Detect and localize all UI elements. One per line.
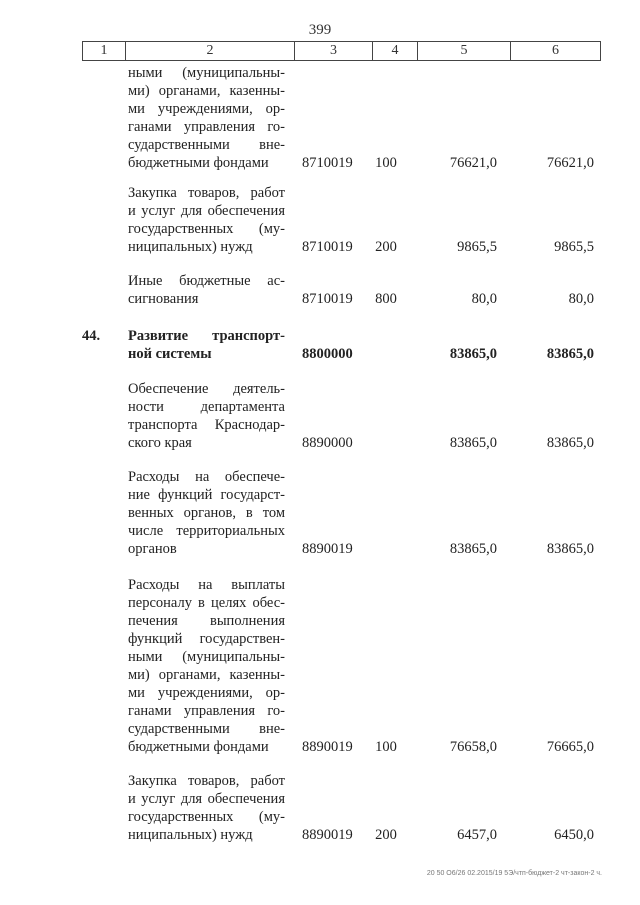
row-code: 8890019: [302, 739, 353, 755]
row-name: [128, 184, 285, 256]
row-name: [128, 468, 285, 558]
row-code: 8890000: [302, 435, 353, 451]
row-code: 8800000: [302, 346, 353, 362]
row-value-col5: 76621,0: [449, 155, 497, 171]
row-name-line: Развитие транспорт-: [128, 328, 285, 344]
row-value-col5: 76658,0: [449, 739, 497, 755]
row-name-line: ниципальных) нужд: [128, 827, 253, 843]
header-col-5: 5: [418, 42, 511, 60]
row-name-line: функций государствен-: [128, 631, 285, 647]
header-col-4: 4: [373, 42, 418, 60]
row-name-line: ниципальных) нужд: [128, 239, 253, 255]
row-name-line: печения выполнения: [128, 613, 285, 629]
row-value-col6: 9865,5: [554, 239, 594, 255]
row-name-line: государственных (му-: [128, 809, 285, 825]
header-col-3: 3: [295, 42, 373, 60]
row-name-line: бюджетными фондами: [128, 739, 269, 755]
row-name-line: сигнования: [128, 291, 199, 307]
row-value-col5: 83865,0: [449, 435, 497, 451]
row-name-line: ганами управления го-: [128, 119, 285, 135]
row-number: 44.: [82, 328, 101, 344]
row-name-line: Расходы на обеспече-: [128, 469, 285, 485]
header-col-2: 2: [126, 42, 295, 60]
row-name: [128, 576, 285, 756]
row-name-line: ными (муниципальны-: [128, 65, 285, 81]
row-value-col6: 83865,0: [546, 346, 594, 362]
row-name: [128, 272, 285, 308]
row-name-line: ми) органами, казенны-: [128, 667, 285, 683]
row-name-line: ние функций государст-: [128, 487, 285, 503]
row-name-line: транспорта Краснодар-: [128, 417, 285, 433]
row-value-col5: 6457,0: [457, 827, 497, 843]
row-value-col5: 80,0: [471, 291, 497, 307]
row-name-line: Закупка товаров, работ: [128, 773, 285, 789]
row-name-line: Обеспечение деятель-: [128, 381, 285, 397]
row-name-line: Расходы на выплаты: [128, 577, 285, 593]
row-name-line: сударственными вне-: [128, 721, 285, 737]
row-name-line: ского края: [128, 435, 192, 451]
row-name-line: венных органов, в том: [128, 505, 285, 521]
row-expense-type: 100: [375, 155, 397, 171]
row-name-line: Закупка товаров, работ: [128, 185, 285, 201]
row-expense-type: 800: [375, 291, 397, 307]
row-name-line: персоналу в целях обес-: [128, 595, 285, 611]
row-value-col6: 80,0: [568, 291, 594, 307]
row-name-line: ной системы: [128, 346, 212, 362]
row-expense-type: 100: [375, 739, 397, 755]
row-expense-type: 200: [375, 239, 397, 255]
row-value-col5: 83865,0: [449, 346, 497, 362]
row-name-line: ми учреждениями, ор-: [128, 101, 285, 117]
row-value-col6: 83865,0: [546, 435, 594, 451]
row-code: 8710019: [302, 239, 353, 255]
row-value-col5: 83865,0: [449, 541, 497, 557]
row-name-line: числе территориальных: [128, 523, 285, 539]
header-col-1: 1: [83, 42, 126, 60]
row-name: [128, 380, 285, 452]
row-name: [128, 772, 285, 844]
row-value-col6: 83865,0: [546, 541, 594, 557]
row-name-line: бюджетными фондами: [128, 155, 269, 171]
row-expense-type: 200: [375, 827, 397, 843]
row-name-line: Иные бюджетные ас-: [128, 273, 285, 289]
row-name-line: ными (муниципальны-: [128, 649, 285, 665]
row-name-line: ганами управления го-: [128, 703, 285, 719]
row-code: 8890019: [302, 541, 353, 557]
row-value-col6: 76665,0: [546, 739, 594, 755]
row-name-line: государственных (му-: [128, 221, 285, 237]
row-value-col6: 76621,0: [546, 155, 594, 171]
page-number: 399: [308, 22, 332, 38]
header-col-6: 6: [552, 43, 559, 58]
row-name-line: и услуг для обеспечения: [128, 203, 285, 219]
row-name-line: и услуг для обеспечения: [128, 791, 285, 807]
row-code: 8710019: [302, 291, 353, 307]
row-name: [128, 64, 285, 172]
row-code: 8710019: [302, 155, 353, 171]
row-name-line: ми) органами, казенны-: [128, 83, 285, 99]
table-header: [82, 41, 601, 61]
page-footer: 20 50 О6/26 02.2015/19 5Э/чтп-бюджет-2 чт-закон-2 ч.: [426, 870, 602, 877]
row-name-line: сударственными вне-: [128, 137, 285, 153]
row-name: [128, 327, 285, 363]
row-name-line: ности департамента: [128, 399, 285, 415]
row-name-line: органов: [128, 541, 177, 557]
row-name-line: ми учреждениями, ор-: [128, 685, 285, 701]
row-value-col6: 6450,0: [554, 827, 594, 843]
row-value-col5: 9865,5: [457, 239, 497, 255]
row-code: 8890019: [302, 827, 353, 843]
